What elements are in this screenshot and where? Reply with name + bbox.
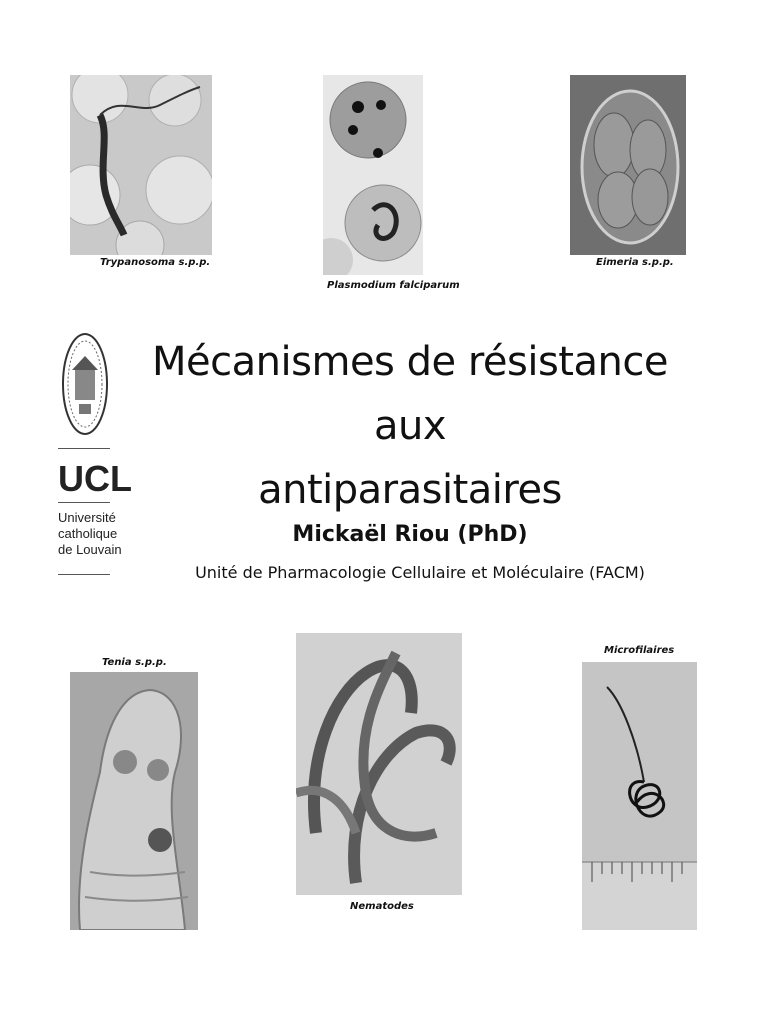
nematodes-caption: Nematodes	[350, 901, 414, 912]
trypanosoma-caption: Trypanosoma s.p.p.	[100, 257, 211, 268]
ucl-name-line3: de Louvain	[58, 542, 122, 557]
nematodes-photo	[296, 633, 462, 895]
ucl-name-line2: catholique	[58, 526, 118, 541]
author-name: Mickaël Riou (PhD)	[292, 522, 528, 547]
trypanosoma-photo	[70, 75, 212, 255]
author-affiliation: Unité de Pharmacologie Cellulaire et Moléculaire (FACM)	[195, 563, 645, 582]
plasmodium-photo	[323, 75, 423, 275]
eimeria-photo	[570, 75, 686, 255]
tenia-caption: Tenia s.p.p.	[102, 657, 167, 668]
tenia-photo	[70, 672, 198, 930]
microfilaires-caption: Microfilaires	[604, 645, 675, 656]
slide-title	[140, 330, 680, 522]
plasmodium-caption: Plasmodium falciparum	[327, 280, 460, 291]
slide-title-line2: antiparasitaires	[258, 467, 562, 513]
eimeria-caption: Eimeria s.p.p.	[596, 257, 674, 268]
ucl-name-line1: Université	[58, 510, 116, 525]
microfilaires-photo	[582, 662, 697, 930]
ucl-divider-middle	[58, 502, 110, 503]
slide-title-line1: Mécanismes de résistance aux	[152, 339, 668, 449]
ucl-seal-icon	[60, 330, 110, 438]
ucl-divider-top	[58, 448, 110, 449]
ucl-divider-bottom	[58, 574, 110, 575]
ucl-acronym: UCL	[58, 458, 132, 499]
